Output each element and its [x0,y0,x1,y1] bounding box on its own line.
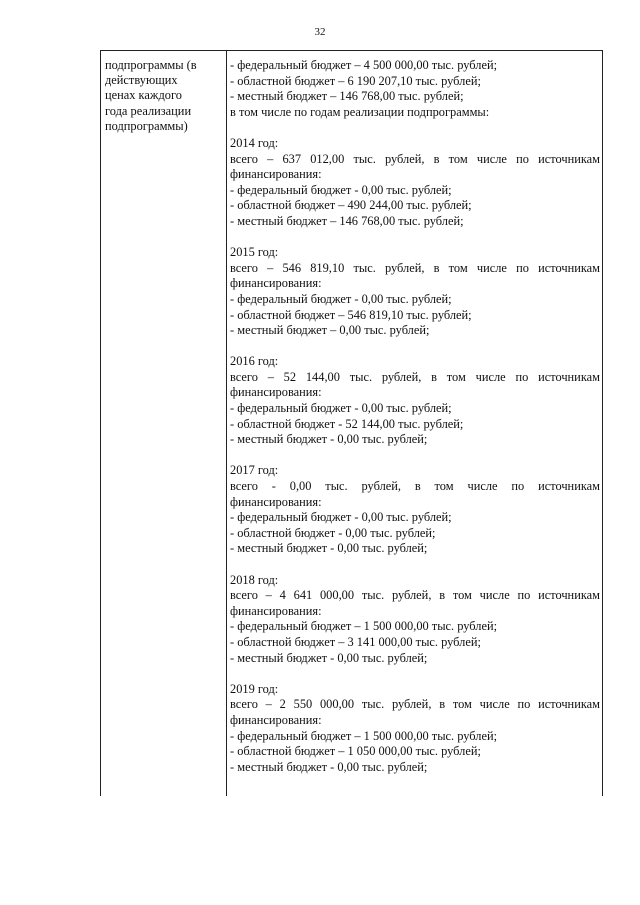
label-line: подпрограммы (в [105,58,197,72]
funding-item: - областной бюджет – 3 141 000,00 тыс. рублей; [230,634,481,649]
funding-item: - областной бюджет – 1 050 000,00 тыс. рублей; [230,744,481,759]
year-total: всего – 2 550 000,00 тыс. рублей, в том числе по источникам [230,697,600,712]
funding-item: - местный бюджет – 0,00 тыс. рублей; [230,323,430,338]
funding-item: - федеральный бюджет - 0,00 тыс. рублей; [230,291,452,306]
funding-item: - местный бюджет - 0,00 тыс. рублей; [230,759,428,774]
year-block-2015 [230,245,600,339]
table-label-cell [101,51,227,796]
summary-line: - областной бюджет – 6 190 207,10 тыс. рублей; [230,73,481,88]
year-total-cont: финансирования: [230,494,322,509]
label-line: года реализации [105,103,192,118]
summary-line: - местный бюджет – 146 768,00 тыс. рублей; [230,89,464,104]
year-total: всего – 637 012,00 тыс. рублей, в том числе по источникам [230,151,600,166]
year-label: 2018 год: [230,572,279,587]
funding-item: - местный бюджет – 146 768,00 тыс. рублей; [230,213,464,228]
year-total-cont: финансирования: [230,385,322,400]
year-total: всего – 546 819,10 тыс. рублей, в том числе по источникам [230,260,600,275]
table-value-cell [227,51,602,796]
funding-item: - федеральный бюджет - 0,00 тыс. рублей; [230,182,452,197]
budget-table [100,50,603,796]
year-label: 2017 год: [230,463,279,478]
funding-item: - федеральный бюджет – 1 500 000,00 тыс. рублей; [230,619,498,634]
funding-item: - областной бюджет – 490 244,00 тыс. рублей; [230,198,472,213]
funding-item: - федеральный бюджет – 1 500 000,00 тыс. рублей; [230,728,498,743]
year-total-cont: финансирования: [230,167,322,182]
funding-item: - местный бюджет - 0,00 тыс. рублей; [230,650,428,665]
year-block-2016 [230,354,600,448]
summary-line: - федеральный бюджет – 4 500 000,00 тыс. рублей; [230,58,498,72]
funding-item: - федеральный бюджет - 0,00 тыс. рублей; [230,510,452,525]
funding-item: - областной бюджет - 52 144,00 тыс. рублей; [230,416,464,431]
year-block-2017 [230,463,600,557]
label-line: подпрограммы) [105,118,188,133]
year-label: 2015 год: [230,245,279,260]
summary-line: в том числе по годам реализации подпрограммы: [230,104,490,119]
label-line: ценах каждого [105,88,182,103]
year-block-2014 [230,136,600,230]
year-block-2019 [230,682,600,776]
funding-item: - местный бюджет - 0,00 тыс. рублей; [230,541,428,556]
year-label: 2014 год: [230,135,279,150]
year-block-2018 [230,573,600,667]
funding-summary [230,58,600,120]
year-total: всего – 4 641 000,00 тыс. рублей, в том числе по источникам [230,588,600,603]
funding-item: - областной бюджет – 546 819,10 тыс. рублей; [230,307,472,322]
year-total: всего – 52 144,00 тыс. рублей, в том числе по источникам [230,369,600,384]
label-line: действующих [105,73,178,88]
year-label: 2019 год: [230,681,279,696]
year-total: всего - 0,00 тыс. рублей, в том числе по источникам [230,479,600,494]
funding-item: - федеральный бюджет - 0,00 тыс. рублей; [230,401,452,416]
year-total-cont: финансирования: [230,603,322,618]
page-number: 32 [314,26,326,38]
year-total-cont: финансирования: [230,276,322,291]
funding-item: - местный бюджет - 0,00 тыс. рублей; [230,432,428,447]
funding-item: - областной бюджет - 0,00 тыс. рублей; [230,525,436,540]
year-total-cont: финансирования: [230,712,322,727]
year-label: 2016 год: [230,354,279,369]
